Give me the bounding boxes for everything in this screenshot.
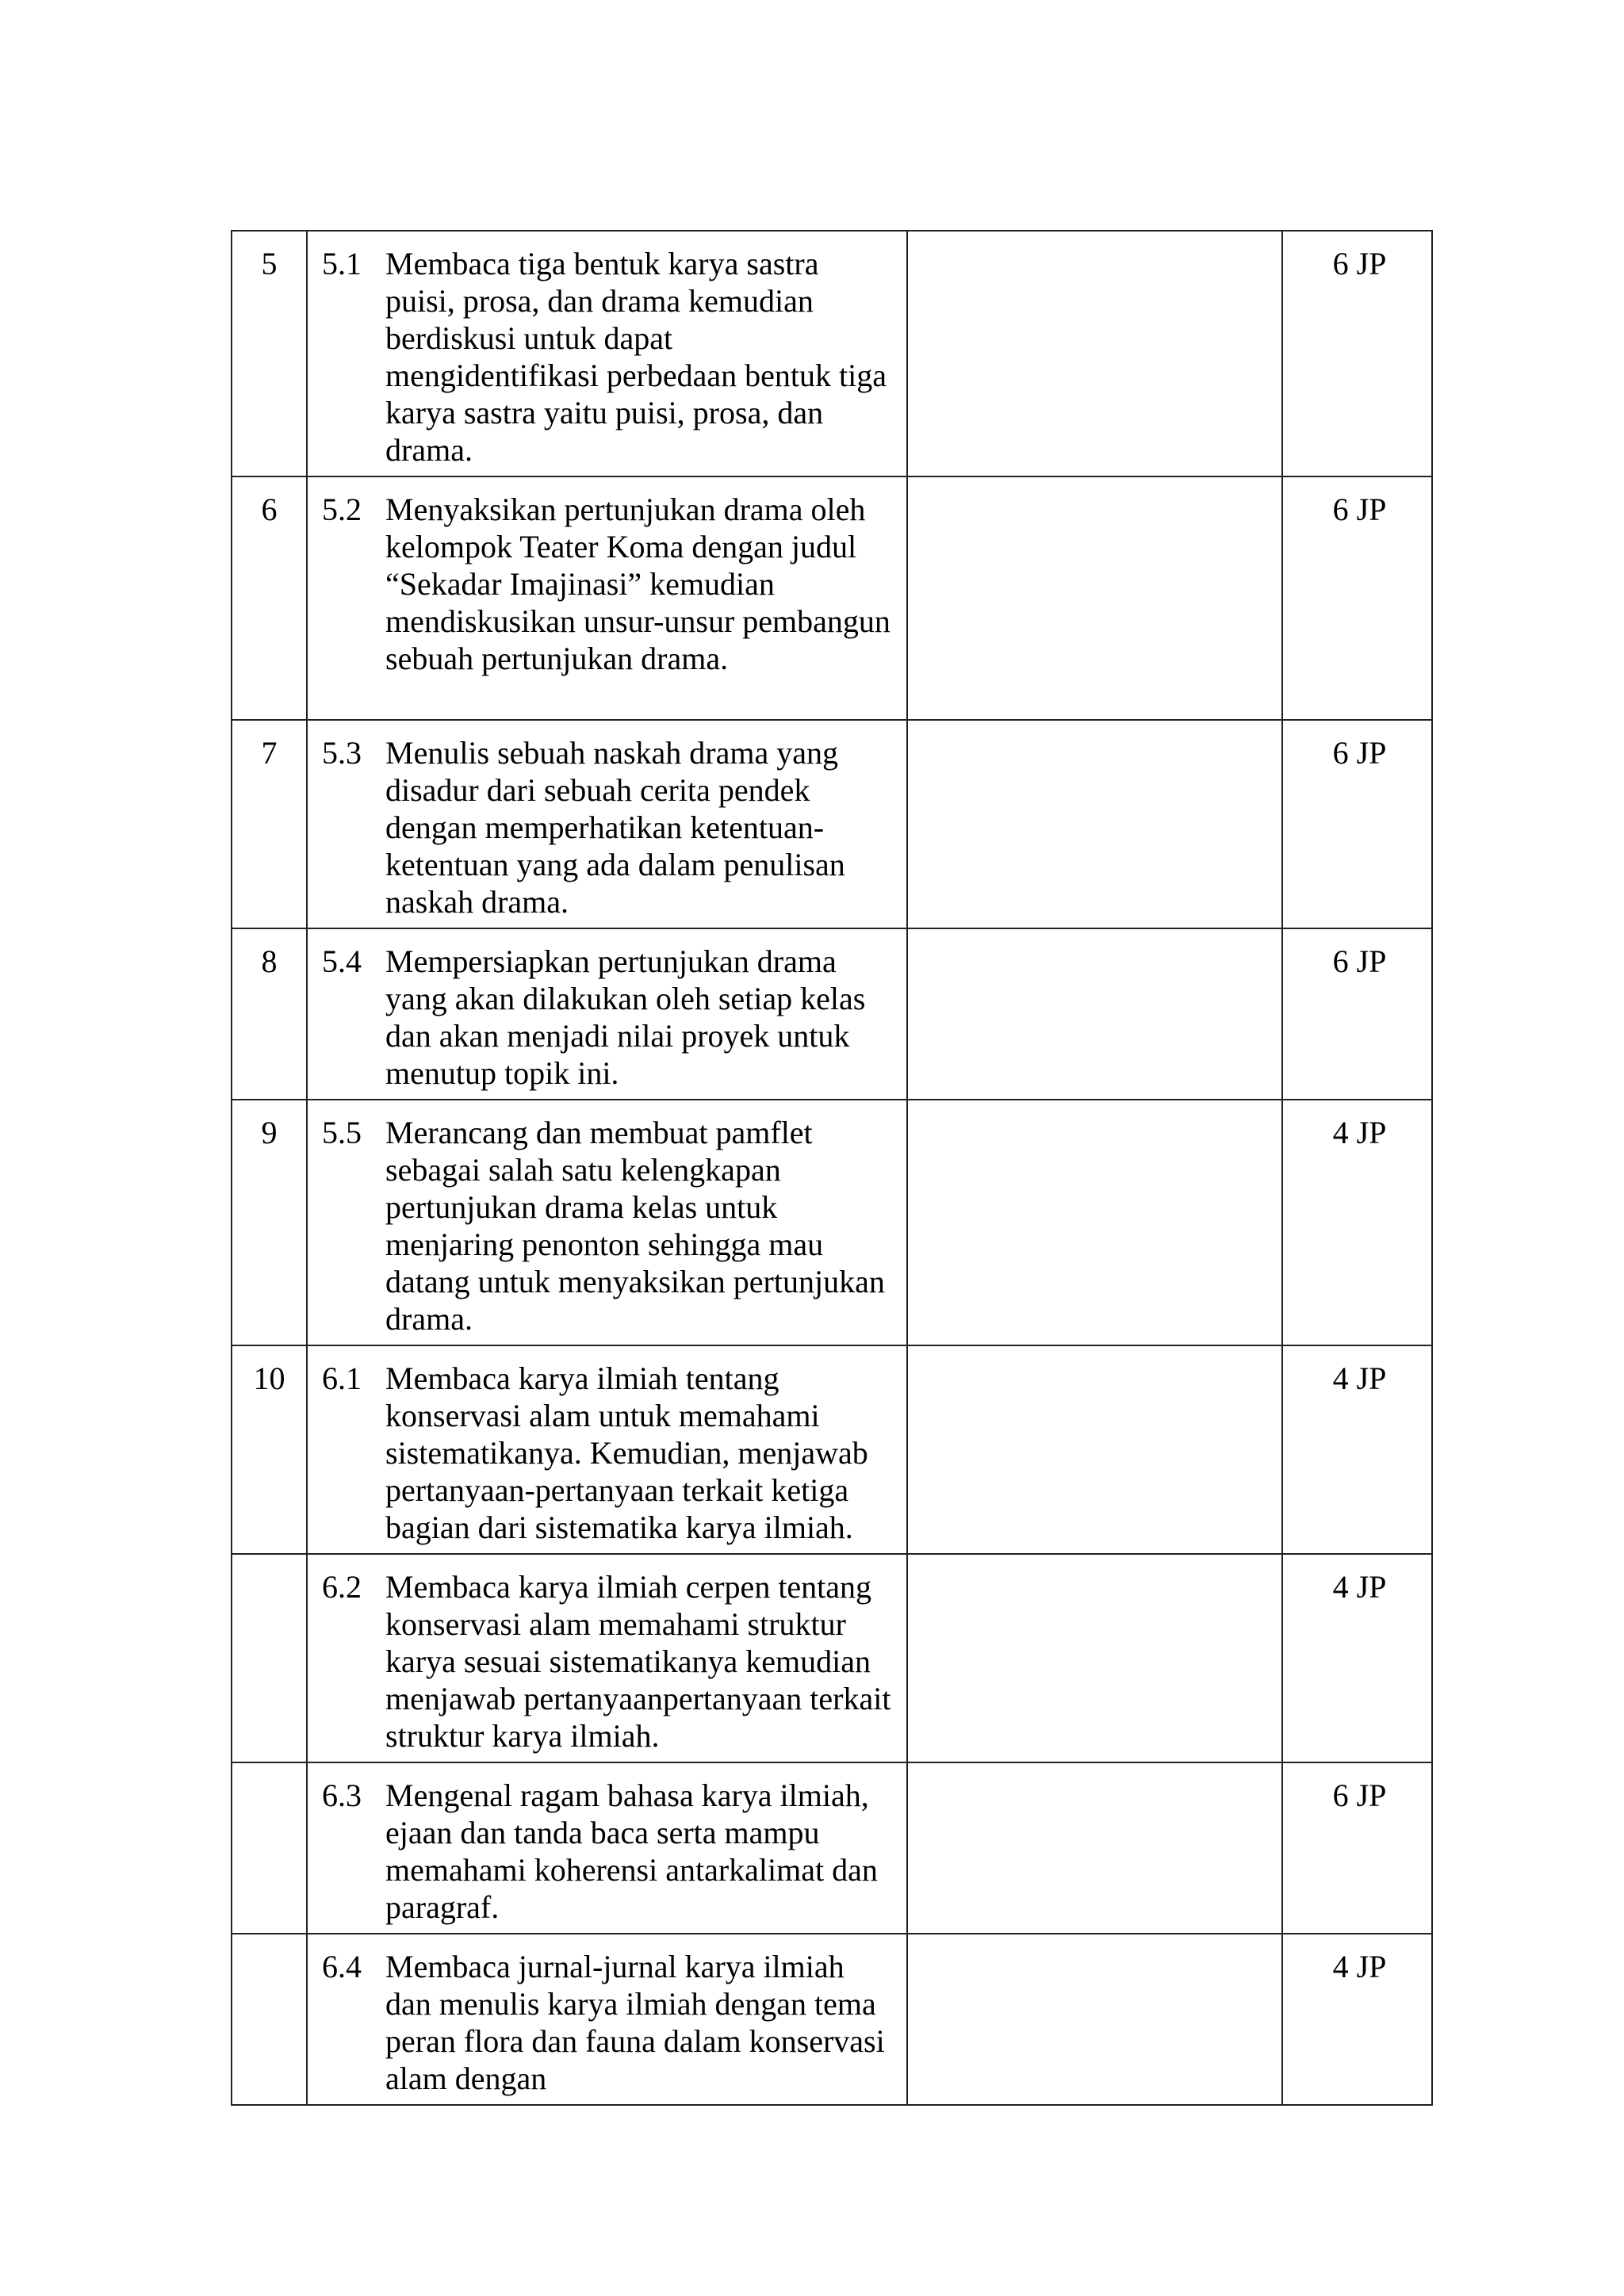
hours-cell: 4 JP [1282,1934,1432,2105]
activity-description: Merancang dan membuat pamflet sebagai salah satu kelengkapan pertunjukan drama kelas untuk menjaring penonton sehingga mau datang untuk menyaksikan pertunjukan drama. [385,1115,885,1337]
activity-description: Membaca karya ilmiah tentang konservasi alam untuk memahami sistematikanya. Kemudian, menjawab pertanyaan-pertanyaan terkait ketiga bagian dari sistematika karya ilmiah. [385,1360,868,1545]
activity-description: Mengenal ragam bahasa karya ilmiah, ejaan dan tanda baca serta mampu memahami koherensi antarkalimat dan paragraf. [385,1777,878,1925]
hours-cell: 6 JP [1282,928,1432,1100]
activity-code: 5.4 [322,943,362,979]
activity-cell [307,1554,907,1762]
table-row [232,1554,1432,1762]
hours-cell: 6 JP [1282,231,1432,476]
row-number [232,1554,307,1762]
activity-code: 6.4 [322,1949,362,1984]
hours-cell: 6 JP [1282,476,1432,720]
activity-cell [307,1345,907,1554]
activity-code: 5.5 [322,1115,362,1150]
activity-cell [307,720,907,928]
row-number: 6 [232,476,307,720]
hours-cell: 4 JP [1282,1554,1432,1762]
row-number: 7 [232,720,307,928]
table-row [232,1100,1432,1345]
activity-description: Mempersiapkan pertunjukan drama yang akan dilakukan oleh setiap kelas dan akan menjadi nilai proyek untuk menutup topik ini. [385,943,866,1091]
learning-plan-table [231,230,1433,2106]
activity-code: 6.2 [322,1569,362,1605]
empty-cell [907,1934,1282,2105]
activity-cell [307,1762,907,1934]
row-number: 10 [232,1345,307,1554]
empty-cell [907,1100,1282,1345]
table-row [232,720,1432,928]
activity-code: 5.3 [322,735,362,771]
activity-description: Menyaksikan pertunjukan drama oleh kelompok Teater Koma dengan judul “Sekadar Imajinasi” kemudian mendiskusikan unsur-unsur pembangun sebuah pertunjukan drama. [385,492,891,676]
activity-code: 5.2 [322,492,362,527]
activity-cell [307,1100,907,1345]
empty-cell [907,1554,1282,1762]
empty-cell [907,476,1282,720]
activity-cell [307,476,907,720]
activity-cell [307,928,907,1100]
empty-cell [907,720,1282,928]
activity-code: 5.1 [322,246,362,281]
activity-description: Membaca jurnal-jurnal karya ilmiah dan menulis karya ilmiah dengan tema peran flora dan fauna dalam konservasi alam dengan [385,1949,885,2096]
row-number: 9 [232,1100,307,1345]
row-number: 8 [232,928,307,1100]
table-row [232,1934,1432,2105]
activity-cell [307,231,907,476]
hours-cell: 4 JP [1282,1100,1432,1345]
hours-cell: 4 JP [1282,1345,1432,1554]
activity-code: 6.1 [322,1360,362,1396]
table-row [232,1345,1432,1554]
empty-cell [907,231,1282,476]
activity-cell [307,1934,907,2105]
activity-description: Menulis sebuah naskah drama yang disadur dari sebuah cerita pendek dengan memperhatikan ketentuan-ketentuan yang ada dalam penulisan naskah drama. [385,735,845,920]
table-row [232,231,1432,476]
table-row [232,928,1432,1100]
hours-cell: 6 JP [1282,720,1432,928]
empty-cell [907,928,1282,1100]
row-number [232,1934,307,2105]
table-row [232,1762,1432,1934]
empty-cell [907,1345,1282,1554]
activity-description: Membaca tiga bentuk karya sastra puisi, prosa, dan drama kemudian berdiskusi untuk dapat mengidentifikasi perbedaan bentuk tiga karya sastra yaitu puisi, prosa, dan drama. [385,246,887,468]
hours-cell: 6 JP [1282,1762,1432,1934]
table-row [232,476,1432,720]
empty-cell [907,1762,1282,1934]
activity-code: 6.3 [322,1777,362,1813]
row-number: 5 [232,231,307,476]
row-number [232,1762,307,1934]
activity-description: Membaca karya ilmiah cerpen tentang konservasi alam memahami struktur karya sesuai sistematikanya kemudian menjawab pertanyaanpertanyaan terkait struktur karya ilmiah. [385,1569,891,1754]
